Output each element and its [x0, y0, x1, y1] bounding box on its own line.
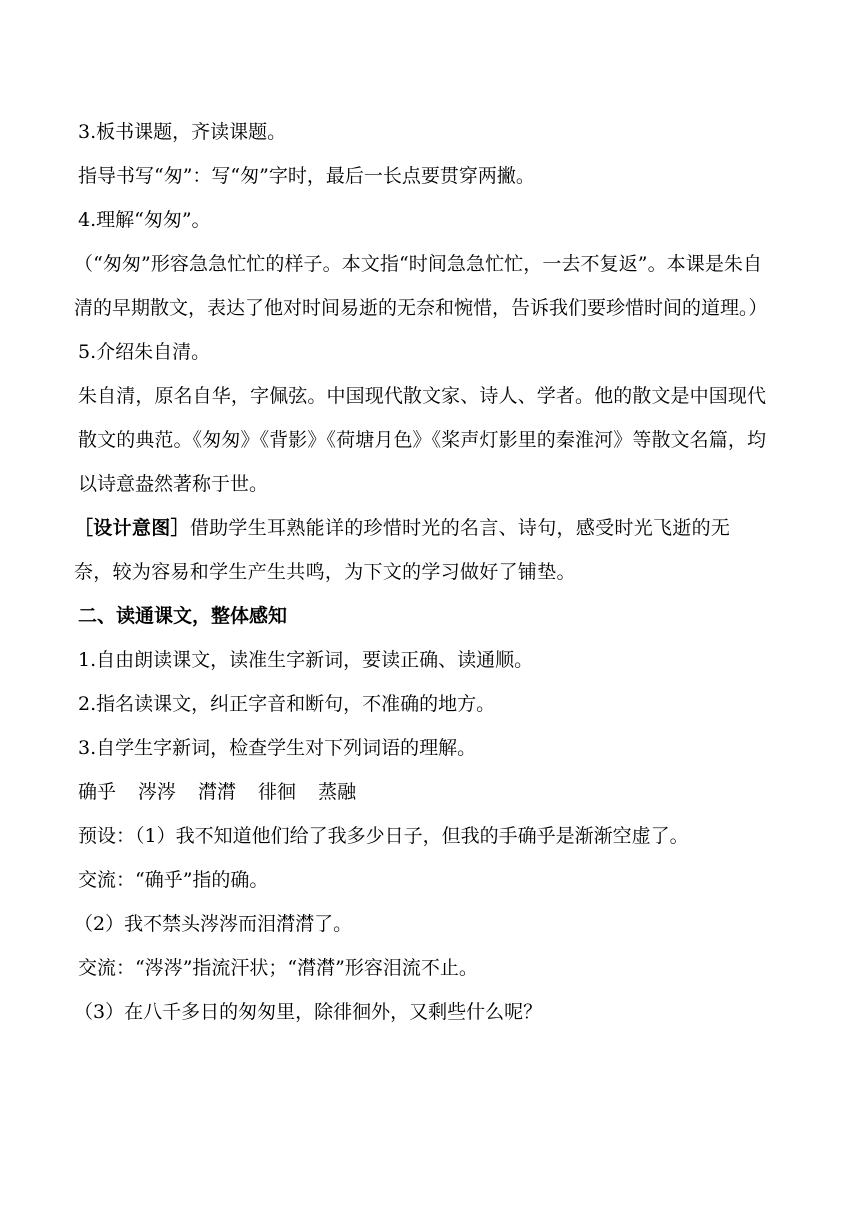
vocabulary-word: 涔涔 [138, 781, 177, 803]
step-5-title: 5.介绍朱自清。 [78, 341, 211, 363]
reading-step-1: 1.自由朗读课文，读准生字新词，要读正确、读通顺。 [78, 649, 534, 671]
congcong-explanation: （“匆匆”形容急急忙忙的样子。本文指“时间急急忙忙，一去不复返”。本课是朱自清的早期散文，表达了他对时间易逝的无奈和惋惜，告诉我们要珍惜时间的道理。） [74, 253, 768, 319]
reading-step-2: 2.指名读课文，纠正字音和断句，不准确的地方。 [78, 693, 496, 715]
step-3-title: 3.板书课题，齐读课题。 [78, 121, 287, 143]
vocabulary-word: 潸潸 [198, 781, 237, 803]
preset-sentence-1: 预设：（1）我不知道他们给了我多少日子，但我的手确乎是渐渐空虚了。 [78, 825, 689, 847]
step-4-title: 4.理解“匆匆”。 [78, 209, 211, 231]
preset-sentence-2: （2）我不禁头涔涔而泪潸潸了。 [74, 913, 353, 935]
vocabulary-word: 徘徊 [258, 781, 297, 803]
author-introduction: 朱自清，原名自华，字佩弦。中国现代散文家、诗人、学者。他的散文是中国现代散文的典范。《匆匆》《背影》《荷塘月色》《桨声灯影里的秦淮河》等散文名篇，均以诗意盎然著称于世。 [78, 385, 766, 495]
vocabulary-word: 蒸融 [318, 781, 357, 803]
design-intent-text: 借助学生耳熟能详的珍惜时光的名言、诗句，感受时光飞逝的无奈，较为容易和学生产生共鸣，为下文的学习做好了铺垫。 [74, 517, 731, 583]
section-heading-2: 二、读通课文，整体感知 [78, 605, 288, 627]
discussion-2: 交流：“涔涔”指流汗状；“潸潸”形容泪流不止。 [78, 957, 478, 979]
preset-sentence-3: （3）在八千多日的匆匆里，除徘徊外，又剩些什么呢？ [74, 1001, 543, 1023]
design-intent-label: ［设计意图］ [74, 517, 190, 539]
design-intent [74, 506, 762, 594]
vocabulary-list [78, 770, 778, 814]
discussion-1: 交流：“确乎”指的确。 [78, 869, 269, 891]
writing-guide: 指导书写“匆”：写“匆”字时，最后一长点要贯穿两撇。 [78, 165, 535, 187]
document-body [74, 110, 778, 1034]
reading-step-3: 3.自学生字新词，检查学生对下列词语的理解。 [78, 737, 477, 759]
vocabulary-word: 确乎 [78, 781, 117, 803]
